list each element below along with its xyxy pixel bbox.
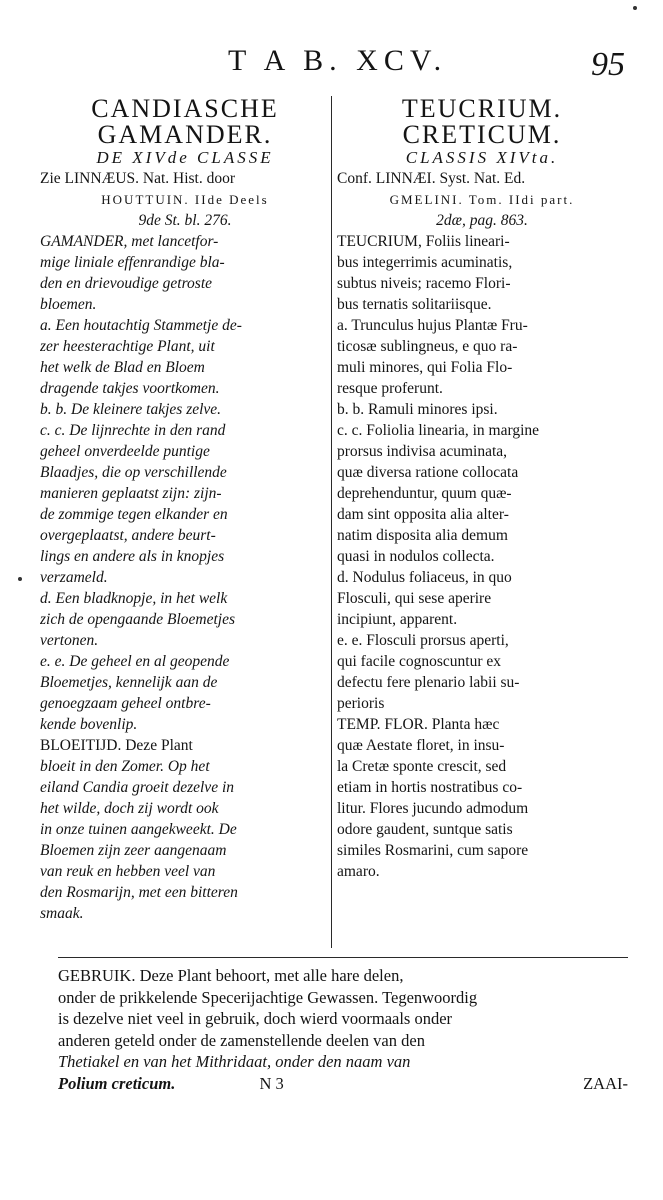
dutch-description-line: mige liniale effenrandige bla- (40, 254, 225, 271)
dutch-flowering-line: BLOEITIJD. Deze Plant (40, 737, 193, 754)
latin-flowering-line: amaro. (337, 863, 380, 880)
latin-description-line: a. Trunculus hujus Plantæ Fru- (337, 317, 528, 334)
dutch-description-line: kende bovenlip. (40, 716, 138, 733)
dutch-description-line: zich de opengaande Bloemetjes (40, 611, 235, 628)
latin-description-line: muli minores, qui Folia Flo- (337, 359, 513, 376)
dutch-flowering-line: den Rosmarijn, met een bitteren (40, 884, 238, 901)
page-number: 95 (591, 46, 625, 83)
latin-flowering-line: la Cretæ sponte crescit, sed (337, 758, 507, 775)
dutch-description-line: dragende takjes voortkomen. (40, 380, 220, 397)
dutch-description-line: geheel onverdeelde puntige (40, 443, 210, 460)
latin-description-line: incipiunt, apparent. (337, 611, 458, 628)
dutch-description-line: GAMANDER, met lancetfor- (40, 233, 219, 250)
plate-number: T A B. XCV. (228, 44, 448, 77)
dutch-description-line: bloemen. (40, 296, 97, 313)
latin-flowering-line: odore gaudent, suntque satis (337, 821, 513, 838)
latin-ref-line: 2dæ, pag. 863. (436, 212, 528, 229)
latin-flowering-line: litur. Flores jucundo admodum (337, 800, 529, 817)
dutch-class: DE XIVde CLASSE (96, 148, 274, 167)
usage-line: Polium creticum. (58, 1073, 176, 1093)
dutch-description-line: Blaadjes, die op verschillende (40, 464, 227, 481)
dutch-description-line: het welk de Blad en Bloem (40, 359, 205, 376)
dutch-description-line: de zommige tegen elkander en (40, 506, 228, 523)
usage-line: anderen geteld onder de zamenstellende deelen van den (58, 1030, 425, 1050)
dutch-flowering-line: van reuk en hebben veel van (40, 863, 216, 880)
usage-line: GEBRUIK. Deze Plant behoort, met alle hare delen, (58, 966, 404, 985)
dutch-description-line: vertonen. (40, 632, 99, 649)
dutch-description-line: a. Een houtachtig Stammetje de- (40, 317, 242, 334)
dutch-flowering-line: Bloemen zijn zeer aangenaam (40, 842, 227, 859)
latin-description-line: d. Nodulus foliaceus, in quo (337, 569, 512, 586)
latin-description-line: bus ternatis solitariisque. (337, 296, 492, 313)
dutch-description-line: overgeplaatst, andere beurt- (40, 527, 216, 544)
dutch-description-line: verzameld. (40, 569, 108, 586)
dutch-title-line-2: GAMANDER. (97, 120, 273, 149)
signature-mark: N 3 (259, 1073, 284, 1093)
latin-description-line: subtus niveis; racemo Flori- (337, 275, 511, 292)
dutch-description-line: d. Een bladknopje, in het welk (40, 590, 228, 607)
dutch-description-line: c. c. De lijnrechte in den rand (40, 422, 226, 439)
ink-speck (18, 577, 22, 581)
dutch-ref-line: HOUTTUIN. IIde Deels (101, 192, 269, 207)
latin-description-line: natim disposita alia demum (337, 527, 508, 544)
usage-line: Thetiakel en van het Mithridaat, onder den naam van (58, 1052, 411, 1071)
dutch-ref-line: 9de St. bl. 276. (138, 212, 232, 229)
usage-last-line (58, 1073, 628, 1095)
dutch-flowering-line: eiland Candia groeit dezelve in (40, 779, 234, 796)
latin-ref-line: Conf. LINNÆI. Syst. Nat. Ed. (337, 170, 526, 187)
dutch-column (40, 96, 330, 924)
dutch-description-line: den en drievoudige getroste (40, 275, 213, 292)
usage-line: onder de prikkelende Specerijachtige Gewassen. Tegenwoordig (58, 987, 478, 1007)
latin-description-line: Flosculi, qui sese aperire (337, 590, 492, 607)
latin-flowering-line: similes Rosmarini, cum sapore (337, 842, 529, 859)
latin-description-line: perioris (337, 695, 385, 712)
dutch-description-line: Bloemetjes, kennelijk aan de (40, 674, 218, 691)
dutch-flowering-line: in onze tuinen aangekweekt. De (40, 821, 237, 838)
latin-description-line: quasi in nodulos collecta. (337, 548, 495, 565)
latin-class: CLASSIS XIVta. (405, 148, 559, 167)
dutch-description-line: e. e. De geheel en al geopende (40, 653, 230, 670)
dutch-description-line: zer heesterachtige Plant, uit (40, 338, 215, 355)
latin-description-line: qui facile cognoscuntur ex (337, 653, 501, 670)
page-header (0, 44, 663, 84)
latin-column (337, 96, 627, 882)
latin-description-line: defectu fere plenario labii su- (337, 674, 520, 691)
latin-flowering-line: TEMP. FLOR. Planta hæc (337, 716, 500, 733)
dutch-description-line: manieren geplaatst zijn: zijn- (40, 485, 222, 502)
dutch-flowering-line: smaak. (40, 905, 84, 922)
latin-description-line: prorsus indivisa acuminata, (337, 443, 508, 460)
latin-description-line: e. e. Flosculi prorsus aperti, (337, 632, 509, 649)
section-rule (58, 957, 628, 958)
latin-title-line-1: TEUCRIUM. (401, 94, 563, 123)
latin-flowering-line: etiam in hortis nostratibus co- (337, 779, 523, 796)
dutch-title-line-1: CANDIASCHE (91, 94, 279, 123)
dutch-flowering-line: het wilde, doch zij wordt ook (40, 800, 219, 817)
dutch-description-line: lings en andere als in knopjes (40, 548, 225, 565)
dutch-flowering-line: bloeit in den Zomer. Op het (40, 758, 210, 775)
latin-description-line: c. c. Foliolia linearia, in margine (337, 422, 540, 439)
usage-line: is dezelve niet veel in gebruik, doch wierd voormaals onder (58, 1009, 453, 1028)
latin-description-line: deprehenduntur, quum quæ- (337, 485, 512, 502)
dutch-description-line: b. b. De kleinere takjes zelve. (40, 401, 222, 418)
latin-description-line: b. b. Ramuli minores ipsi. (337, 401, 498, 418)
latin-description-line: quæ diversa ratione collocata (337, 464, 519, 481)
latin-description-line: bus integerrimis acuminatis, (337, 254, 513, 271)
latin-description-line: TEUCRIUM, Foliis lineari- (337, 233, 510, 250)
dutch-description-line: genoegzaam geheel ontbre- (40, 695, 211, 712)
column-divider (331, 96, 332, 948)
dutch-ref-line: Zie LINNÆUS. Nat. Hist. door (40, 170, 236, 187)
catchword: ZAAI- (583, 1073, 628, 1093)
usage-section (58, 965, 628, 1094)
latin-ref-line: GMELINI. Tom. IIdi part. (389, 192, 575, 207)
latin-title-line-2: CRETICUM. (402, 120, 562, 149)
latin-description-line: resque proferunt. (337, 380, 443, 397)
latin-flowering-line: quæ Aestate floret, in insu- (337, 737, 505, 754)
ink-speck (633, 6, 637, 10)
latin-description-line: dam sint opposita alia alter- (337, 506, 509, 523)
latin-description-line: ticosæ sublingneus, e quo ra- (337, 338, 518, 355)
